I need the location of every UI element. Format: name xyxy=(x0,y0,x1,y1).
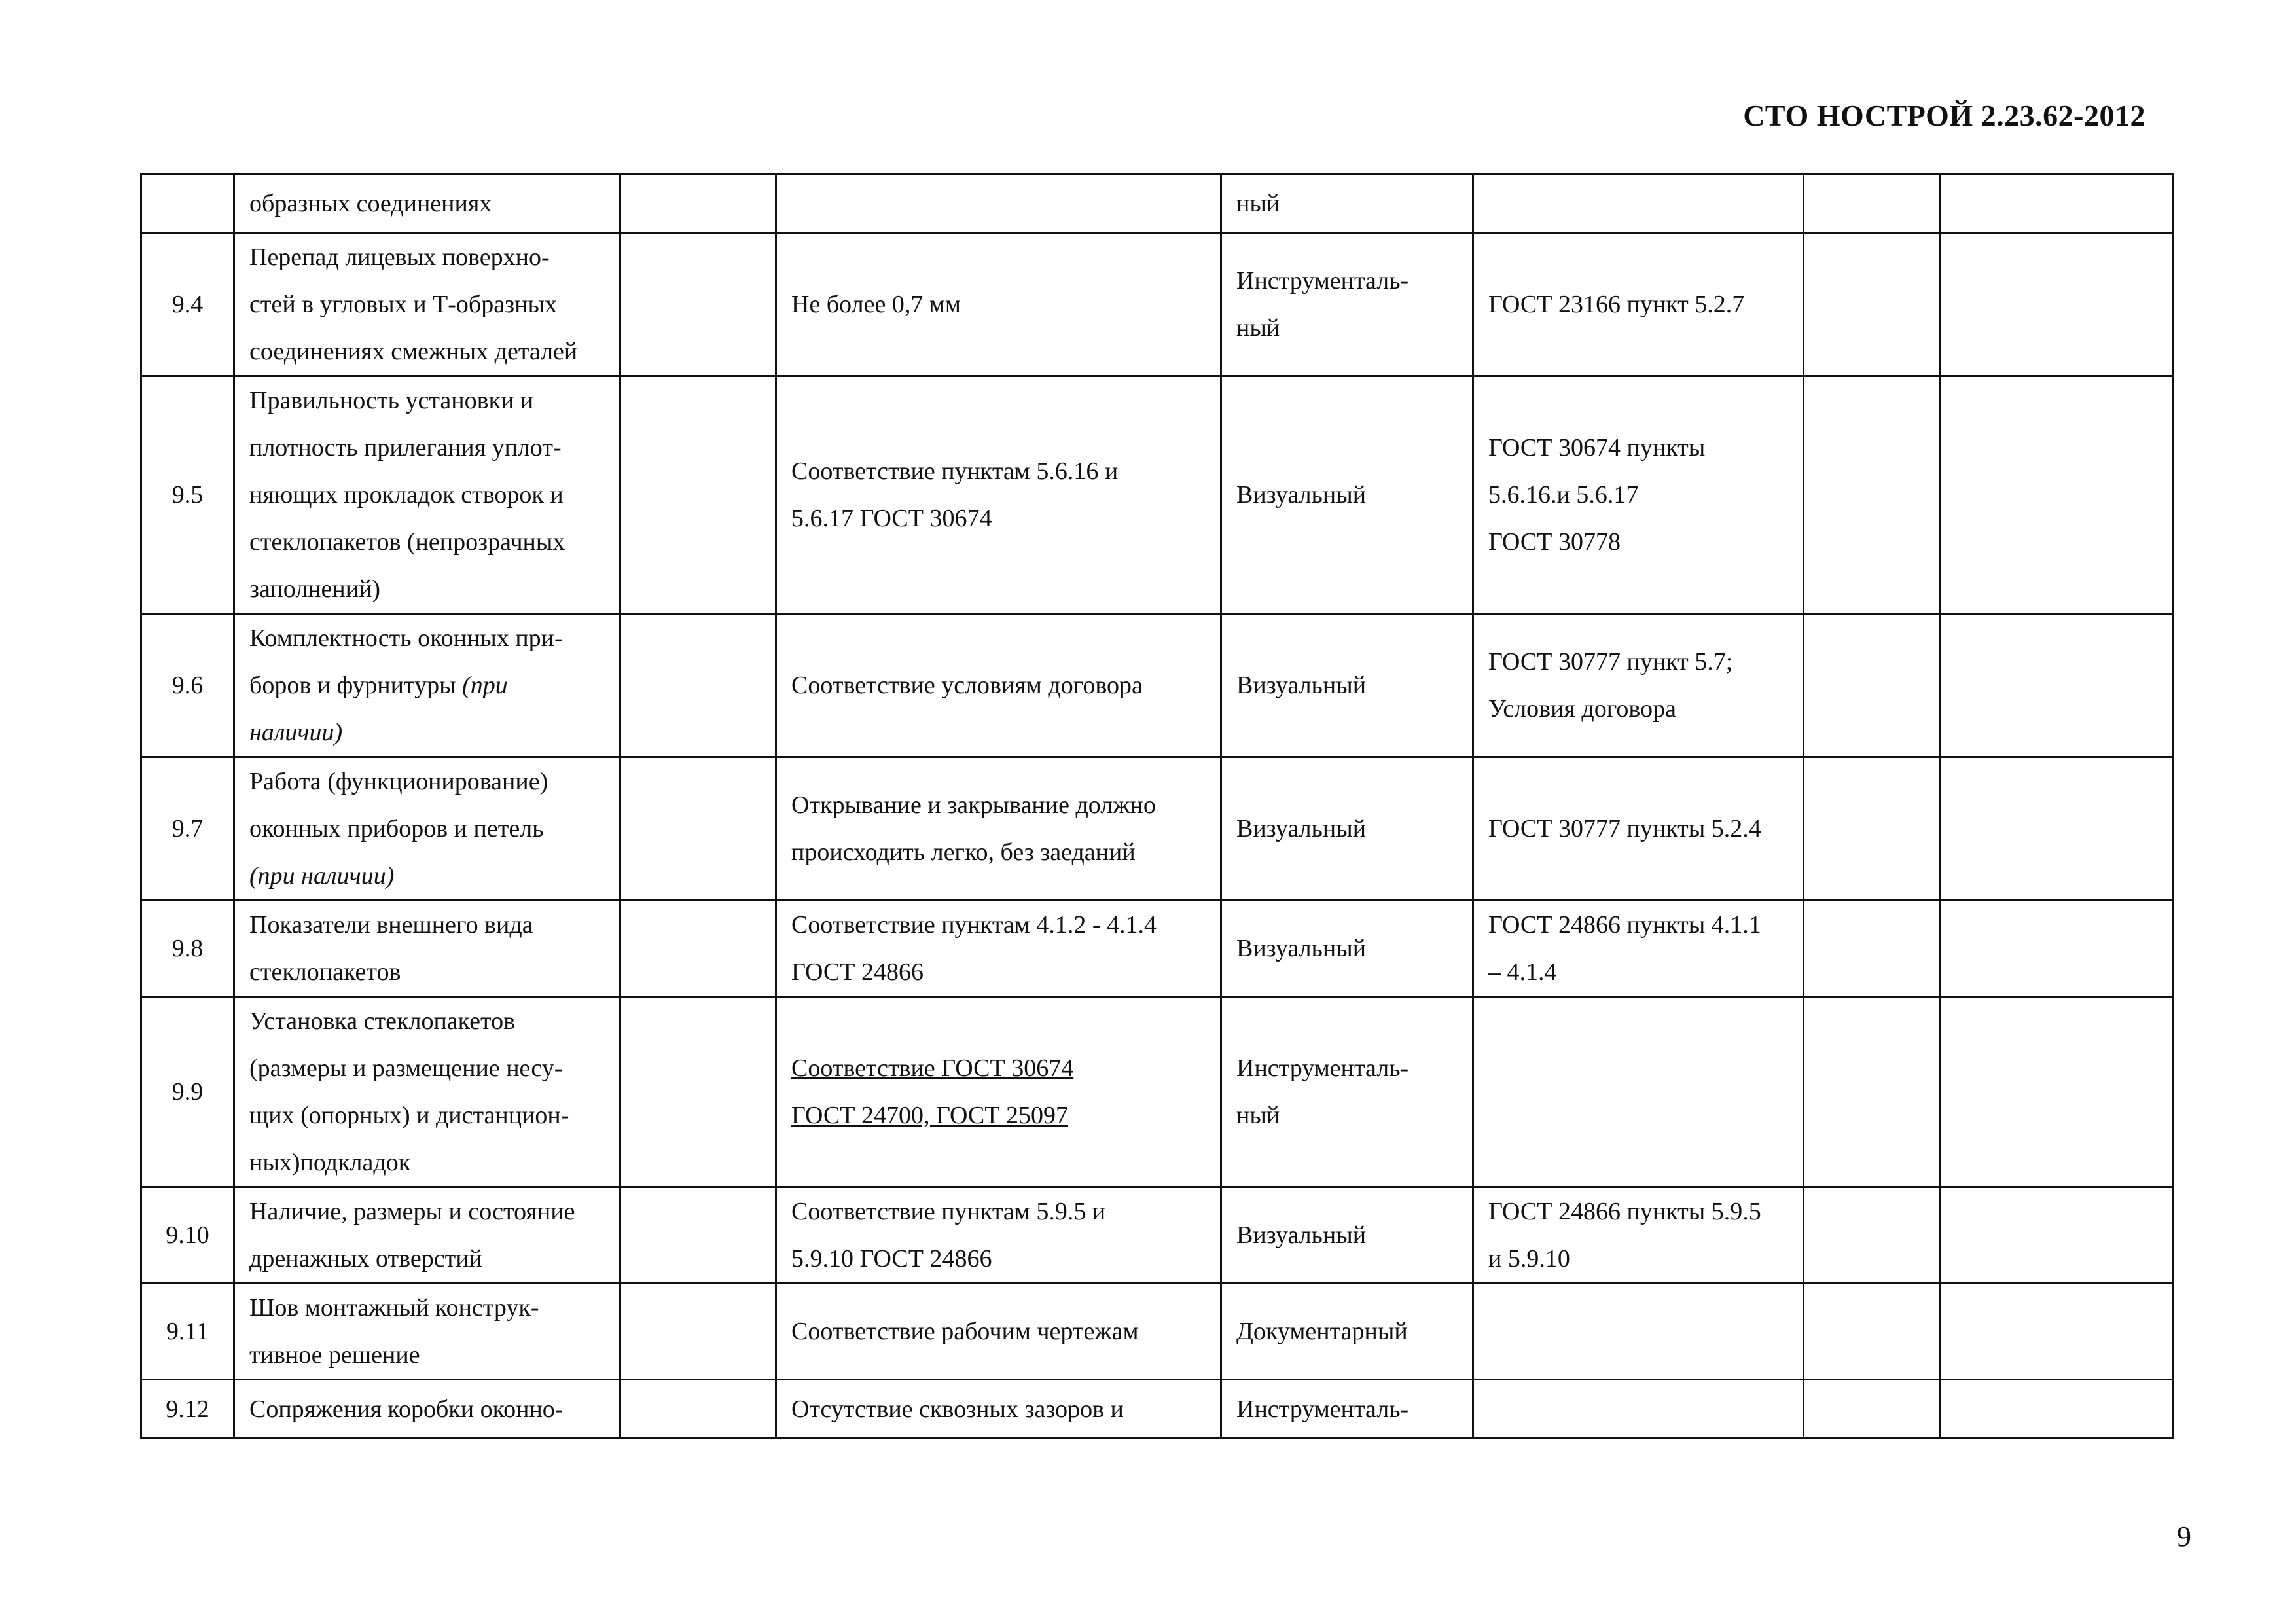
empty-cell xyxy=(1940,1187,2174,1284)
table-row xyxy=(141,1284,2174,1380)
empty-cell xyxy=(620,174,776,233)
parameter-cell: Перепад лицевых поверхно- стей в угловых и Т-образных соединениях смежных деталей xyxy=(234,233,620,376)
table-row xyxy=(141,233,2174,376)
empty-cell xyxy=(620,1187,776,1284)
requirement-cell: Открывание и закрывание должно происходить легко, без заеданий xyxy=(776,757,1221,901)
empty-cell xyxy=(1940,376,2174,614)
empty-cell xyxy=(620,757,776,901)
empty-cell xyxy=(1804,614,1940,757)
requirement-cell: Соответствие пунктам 4.1.2 - 4.1.4 ГОСТ 24866 xyxy=(776,901,1221,997)
empty-cell xyxy=(620,901,776,997)
requirement-cell: Не более 0,7 мм xyxy=(776,233,1221,376)
document-cell xyxy=(1473,1380,1804,1439)
table-row xyxy=(141,757,2174,901)
row-number: 9.8 xyxy=(141,901,234,997)
document-cell: ГОСТ 23166 пункт 5.2.7 xyxy=(1473,233,1804,376)
empty-cell xyxy=(1804,1284,1940,1380)
parameter-cell: Комплектность оконных при- боров и фурнитуры (при наличии) xyxy=(234,614,620,757)
empty-cell xyxy=(1804,757,1940,901)
requirement-cell: Соответствие рабочим чертежам xyxy=(776,1284,1221,1380)
empty-cell xyxy=(620,376,776,614)
document-cell: ГОСТ 30777 пункт 5.7; Условия договора xyxy=(1473,614,1804,757)
parameter-cell: Работа (функционирование) оконных приборов и петель (при наличии) xyxy=(234,757,620,901)
empty-cell xyxy=(1940,1284,2174,1380)
table-row xyxy=(141,614,2174,757)
empty-cell xyxy=(620,1380,776,1439)
empty-cell xyxy=(1804,997,1940,1187)
row-number: 9.7 xyxy=(141,757,234,901)
table-row xyxy=(141,376,2174,614)
row-number: 9.4 xyxy=(141,233,234,376)
method-cell: Визуальный xyxy=(1221,757,1473,901)
page-number: 9 xyxy=(2177,1521,2191,1553)
parameter-cell: Установка стеклопакетов (размеры и размещение несу- щих (опорных) и дистанцион- ных)подкладок xyxy=(234,997,620,1187)
document-cell xyxy=(1473,997,1804,1187)
row-number: 9.12 xyxy=(141,1380,234,1439)
method-cell: Инструменталь- ный xyxy=(1221,233,1473,376)
document-cell xyxy=(1473,1284,1804,1380)
document-code-header: СТО НОСТРОЙ 2.23.62-2012 xyxy=(1743,99,2145,132)
empty-cell xyxy=(1804,174,1940,233)
method-cell: Инструменталь- xyxy=(1221,1380,1473,1439)
method-cell: Визуальный xyxy=(1221,614,1473,757)
method-cell: Документарный xyxy=(1221,1284,1473,1380)
document-cell: ГОСТ 30777 пункты 5.2.4 xyxy=(1473,757,1804,901)
row-number: 9.9 xyxy=(141,997,234,1187)
requirement-cell: Соответствие пунктам 5.6.16 и 5.6.17 ГОСТ 30674 xyxy=(776,376,1221,614)
empty-cell xyxy=(620,614,776,757)
empty-cell xyxy=(1804,901,1940,997)
empty-cell xyxy=(1804,233,1940,376)
requirement-cell: Соответствие пунктам 5.9.5 и 5.9.10 ГОСТ 24866 xyxy=(776,1187,1221,1284)
document-cell: ГОСТ 24866 пункты 4.1.1 – 4.1.4 xyxy=(1473,901,1804,997)
requirement-cell: Соответствие ГОСТ 30674 ГОСТ 24700, ГОСТ 25097 xyxy=(776,997,1221,1187)
method-cell: Визуальный xyxy=(1221,376,1473,614)
empty-cell xyxy=(1940,614,2174,757)
document-cell: ГОСТ 24866 пункты 5.9.5 и 5.9.10 xyxy=(1473,1187,1804,1284)
parameter-cell: Показатели внешнего вида стеклопакетов xyxy=(234,901,620,997)
method-cell: Визуальный xyxy=(1221,1187,1473,1284)
method-cell: ный xyxy=(1221,174,1473,233)
method-cell: Инструменталь- ный xyxy=(1221,997,1473,1187)
requirement-cell: Соответствие условиям договора xyxy=(776,614,1221,757)
parameter-cell: Наличие, размеры и состояние дренажных отверстий xyxy=(234,1187,620,1284)
parameter-cell: Шов монтажный конструк- тивное решение xyxy=(234,1284,620,1380)
empty-cell xyxy=(1940,757,2174,901)
empty-cell xyxy=(1940,233,2174,376)
parameter-cell: образных соединениях xyxy=(234,174,620,233)
document-cell: ГОСТ 30674 пункты 5.6.16.и 5.6.17 ГОСТ 30778 xyxy=(1473,376,1804,614)
empty-cell xyxy=(1804,1187,1940,1284)
method-cell: Визуальный xyxy=(1221,901,1473,997)
empty-cell xyxy=(1940,901,2174,997)
table-row xyxy=(141,997,2174,1187)
row-number: 9.5 xyxy=(141,376,234,614)
empty-cell xyxy=(1940,997,2174,1187)
row-number xyxy=(141,174,234,233)
table-row xyxy=(141,174,2174,233)
empty-cell xyxy=(1940,174,2174,233)
inspection-table xyxy=(140,173,2174,1439)
row-number: 9.11 xyxy=(141,1284,234,1380)
table-row xyxy=(141,901,2174,997)
row-number: 9.10 xyxy=(141,1187,234,1284)
document-cell xyxy=(1473,174,1804,233)
empty-cell xyxy=(620,1284,776,1380)
row-number: 9.6 xyxy=(141,614,234,757)
empty-cell xyxy=(1940,1380,2174,1439)
table-row xyxy=(141,1380,2174,1439)
parameter-cell: Правильность установки и плотность прилегания уплот- няющих прокладок створок и стеклопакетов (непрозрачных заполнений) xyxy=(234,376,620,614)
parameter-cell: Сопряжения коробки оконно- xyxy=(234,1380,620,1439)
table-row xyxy=(141,1187,2174,1284)
empty-cell xyxy=(620,997,776,1187)
empty-cell xyxy=(620,233,776,376)
empty-cell xyxy=(1804,376,1940,614)
requirement-cell xyxy=(776,174,1221,233)
empty-cell xyxy=(1804,1380,1940,1439)
requirement-cell: Отсутствие сквозных зазоров и xyxy=(776,1380,1221,1439)
